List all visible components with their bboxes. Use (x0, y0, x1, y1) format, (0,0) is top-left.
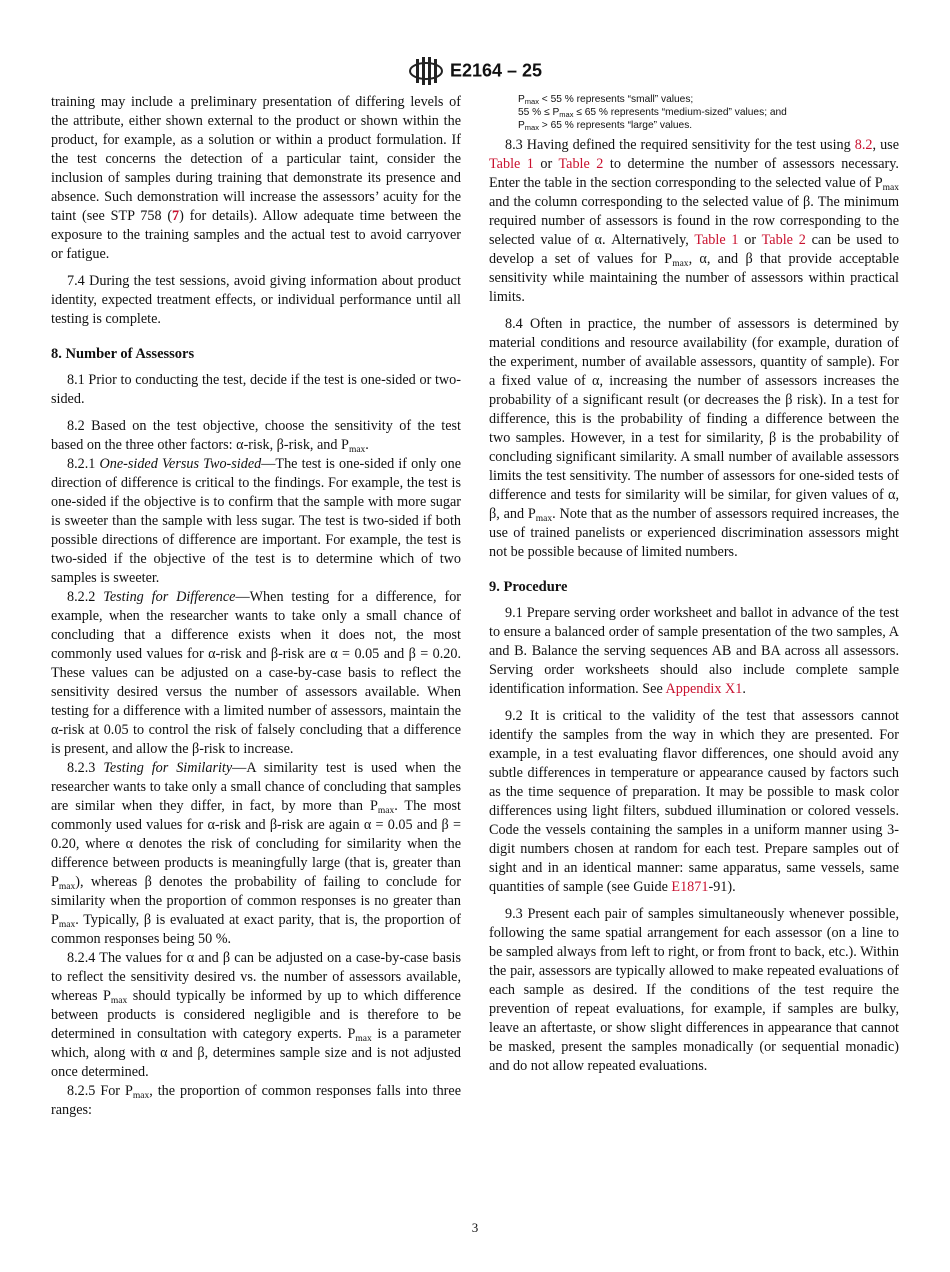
text-run: , use (872, 137, 899, 153)
text-run: 8.2.2 (67, 589, 104, 605)
text-run: should typically be informed by up to which difference between products is considered negligible and is therefore to be determined in consultation with category experts. P (51, 988, 461, 1042)
range-item-medium (518, 106, 899, 119)
cross-reference-link[interactable]: Table 2 (558, 156, 604, 172)
text-run: 8.4 Often in practice, the number of assessors is determined by material conditions and resource availability (for example, duration of the experiment, number of available assessors, quantity of sample). For a fixed value of α, increasing the number of assessors increases the probability of a significant result (or decreases the β risk). In a test for difference, this is the probability of finding a difference between the two samples. However, in a test for similarity, β is the probability of concluding significant similarity. A small number of available assessors limits the test sensitivity. The number of assessors for one-sided tests of difference and tests for similarity will be similar, for given values of α, β, and P (489, 316, 899, 522)
subscript: max (672, 259, 689, 269)
text-run: P (518, 120, 525, 131)
subscript: max (882, 183, 899, 193)
range-item-small (518, 93, 899, 106)
subscript: max (348, 445, 366, 455)
text-run: . (742, 681, 746, 697)
subscript: max (524, 123, 539, 132)
text-run: 8.1 Prior to conducting the test, decide if the test is one-sided or two-sided. (51, 372, 461, 407)
italic-run: One-sided Versus Two-sided (99, 456, 262, 472)
text-run: ) for details). Allow adequate time between the exposure to the training samples and the actual test to avoid carryover or fatigue. (51, 208, 461, 262)
text-run: 8.3 Having defined the required sensitivity for the test using (505, 137, 855, 153)
section-heading-8: 8. Number of Assessors (51, 346, 195, 362)
text-run: 9.2 It is critical to the validity of the test that assessors cannot identify the samples from the way in which they are presented. For example, in a test evaluating flavor differences, one should avoid any subtle differences in temperature or appearance caused by factors such as the time sequence of preparation. It may be possible to mask color differences using light filters, subdued illumination or colored vessels. Code the vessels containing the samples in a uniform manner using 3-digit numbers chosen at random for each test. Prepare samples out of sight and in an identical manner: same apparatus, same vessels, same quantities of sample (see Guide (489, 708, 899, 895)
cross-reference-link[interactable]: Table 2 (761, 232, 806, 248)
cross-reference-link[interactable]: E1871 (671, 879, 709, 895)
cross-reference-link[interactable]: Appendix X1 (665, 681, 743, 697)
section-heading-9: 9. Procedure (489, 579, 568, 595)
text-run: —When testing for a difference, for example, when the researcher wants to take only a small chance of concluding that a difference exists when it does not, the most commonly used values for α-risk and β-risk are α = 0.05 and β = 0.20. These values can be adjusted on a case-by-case basis to reflect the sensitivity desired versus the number of assessors available. When testing for a difference with a limited number of assessors, maintain the α-risk at 0.05 to control the risk of falsely concluding that a difference is present, and allow the β-risk to increase. (51, 589, 462, 757)
text-run: . (365, 437, 369, 453)
text-run: > 65 % represents “large” values. (538, 120, 693, 131)
text-run: . Note that as the number of assessors required increases, the use of trained panelists or experienced discrimination assessors might not be possible because of limited numbers. (489, 506, 899, 560)
astm-logo-icon (408, 56, 444, 86)
cross-reference-link[interactable]: Table 1 (694, 232, 739, 248)
text-run: < 55 % represents “small” values; (538, 94, 694, 105)
text-run: —The test is one-sided if only one direction of difference is critical to the findings. For example, the test is one-sided if the objective is to confirm that the sample with more sugar is sweeter than the sample with less sugar. The test is two-sided if both possible directions of difference are important. For example, the test is two-sided if the objective of the test is to determine which of two samples is sweeter. (51, 456, 461, 586)
pmax-ranges-list (518, 93, 899, 132)
document-designation: E2164 – 25 (449, 60, 543, 81)
text-run: 8.2 Based on the test objective, choose the sensitivity of the test based on the three other factors: α-risk, β-risk, and P (51, 418, 461, 453)
text-run: 8.2.1 (67, 456, 100, 472)
text-run: and the column corresponding to the selected value of β. The minimum required number of assessors is found in the row corresponding to the selected value of α. Alternatively, (489, 194, 899, 248)
text-run: 8.2.3 (67, 760, 104, 776)
subscript: max (524, 97, 539, 106)
range-item-large (518, 119, 899, 132)
paragraph-9-3 (489, 905, 899, 1076)
subscript: max (58, 920, 76, 930)
text-run: 55 % ≤ P (518, 107, 560, 118)
text-run: P (518, 94, 525, 105)
paragraph-8-2-4 (51, 949, 461, 1082)
right-column (489, 93, 899, 1084)
text-run: ), whereas β denotes the probability of failing to conclude for similarity when the proportion of common responses is no greater than P (51, 874, 461, 928)
subscript: max (377, 806, 395, 816)
reference-number-link[interactable]: 7 (172, 208, 180, 224)
text-run: or (533, 156, 559, 172)
text-run: or (738, 232, 762, 248)
text-run: 8.2.4 The values for α and β can be adjusted on a case-by-case basis to reflect the sensitivity desired vs. the number of assessors available, whereas P (51, 950, 461, 1004)
italic-run: Testing for Difference (103, 589, 236, 605)
text-run: 7.4 During the test sessions, avoid giving information about product identity, expected treatment effects, or individual performance until all testing is complete. (51, 273, 461, 327)
paragraph-8-2-3 (51, 759, 461, 949)
subscript: max (58, 882, 76, 892)
subscript: max (535, 514, 553, 524)
subscript: max (355, 1034, 372, 1044)
text-run: 9.3 Present each pair of samples simultaneously whenever possible, following the same spatial arrangement for each assessor (on a line to be sampled always from left to right, or from front to back, etc.). Within the pair, assessors are typically allowed to make repeated evaluations of each sample as desired. If the conditions of the test require the prevention of repeat evaluations, for example, if samples are bulky, leave an aftertaste, or show slight differences in appearance that cannot be masked, present the samples monadically (or sequential monadic) and do not allow repeated evaluations. (489, 906, 899, 1074)
subscript: max (559, 110, 574, 119)
paragraph-8-2-5 (51, 1082, 461, 1120)
text-run: 8.2.5 For P (67, 1083, 133, 1099)
left-column (51, 93, 461, 1120)
text-run: ≤ 65 % represents “medium-sized” values; and (573, 107, 787, 118)
text-run: is a parameter which, along with α and β, determines sample size and is not adjusted once determined. (51, 1026, 462, 1080)
paragraph-8-2-1 (51, 455, 461, 588)
text-run: , α, and β that provide acceptable sensitivity while maintaining the number of assessors within practical limits. (489, 251, 899, 305)
text-run: . The most commonly used values for α-risk and β-risk are again α = 0.05 and β = 0.20, where α denotes the risk of concluding for similarity when the difference between products is meaningfully large (that is, greater than P (51, 798, 461, 890)
cross-reference-link[interactable]: 8.2 (854, 137, 873, 153)
subscript: max (110, 996, 128, 1006)
text-run: to determine the number of assessors necessary. Enter the table in the section corresponding to the selected value of P (489, 156, 899, 191)
paragraph-8-2 (51, 417, 461, 455)
text-run: —A similarity test is used when the researcher wants to take only a small chance of concluding that samples are similar when they differ, in fact, by more than P (51, 760, 462, 814)
page-number: 3 (471, 1220, 479, 1235)
text-run: training may include a preliminary presentation of differing levels of the attribute, either shown external to the product or shown within the product, for example, as a solution or within a product formulation. If the test concerns the detection of a particular taint, consider the inclusion of samples during training that demonstrate its presence and absence. Such demonstration will increase the assessors’ acuity for the taint (see STP 758 ( (51, 94, 461, 224)
page-header (0, 56, 950, 86)
text-run: 9.1 Prepare serving order worksheet and ballot in advance of the test to ensure a balanced order of sample presentation of the two samples, A and B. Balance the serving sequences AB and BA across all assessors. Serving order worksheets should also include complete sample identification information. See (489, 605, 899, 697)
paragraph-7-4 (51, 272, 461, 329)
text-run: . Typically, β is evaluated at exact parity, that is, the proportion of common responses being 50 %. (51, 912, 461, 947)
subscript: max (132, 1091, 150, 1101)
italic-run: Testing for Similarity (103, 760, 233, 776)
paragraph-8-3 (489, 136, 899, 307)
text-run: , the proportion of common responses falls into three ranges: (51, 1083, 461, 1118)
text-run: -91). (708, 879, 736, 895)
paragraph-9-2 (489, 707, 899, 897)
paragraph-8-2-2 (51, 588, 461, 759)
text-run: can be used to develop a set of values for P (489, 232, 900, 267)
paragraph-9-1 (489, 604, 899, 699)
paragraph-training-continued (51, 93, 461, 264)
cross-reference-link[interactable]: Table 1 (489, 156, 534, 172)
paragraph-8-1 (51, 371, 461, 409)
paragraph-8-4 (489, 315, 899, 562)
